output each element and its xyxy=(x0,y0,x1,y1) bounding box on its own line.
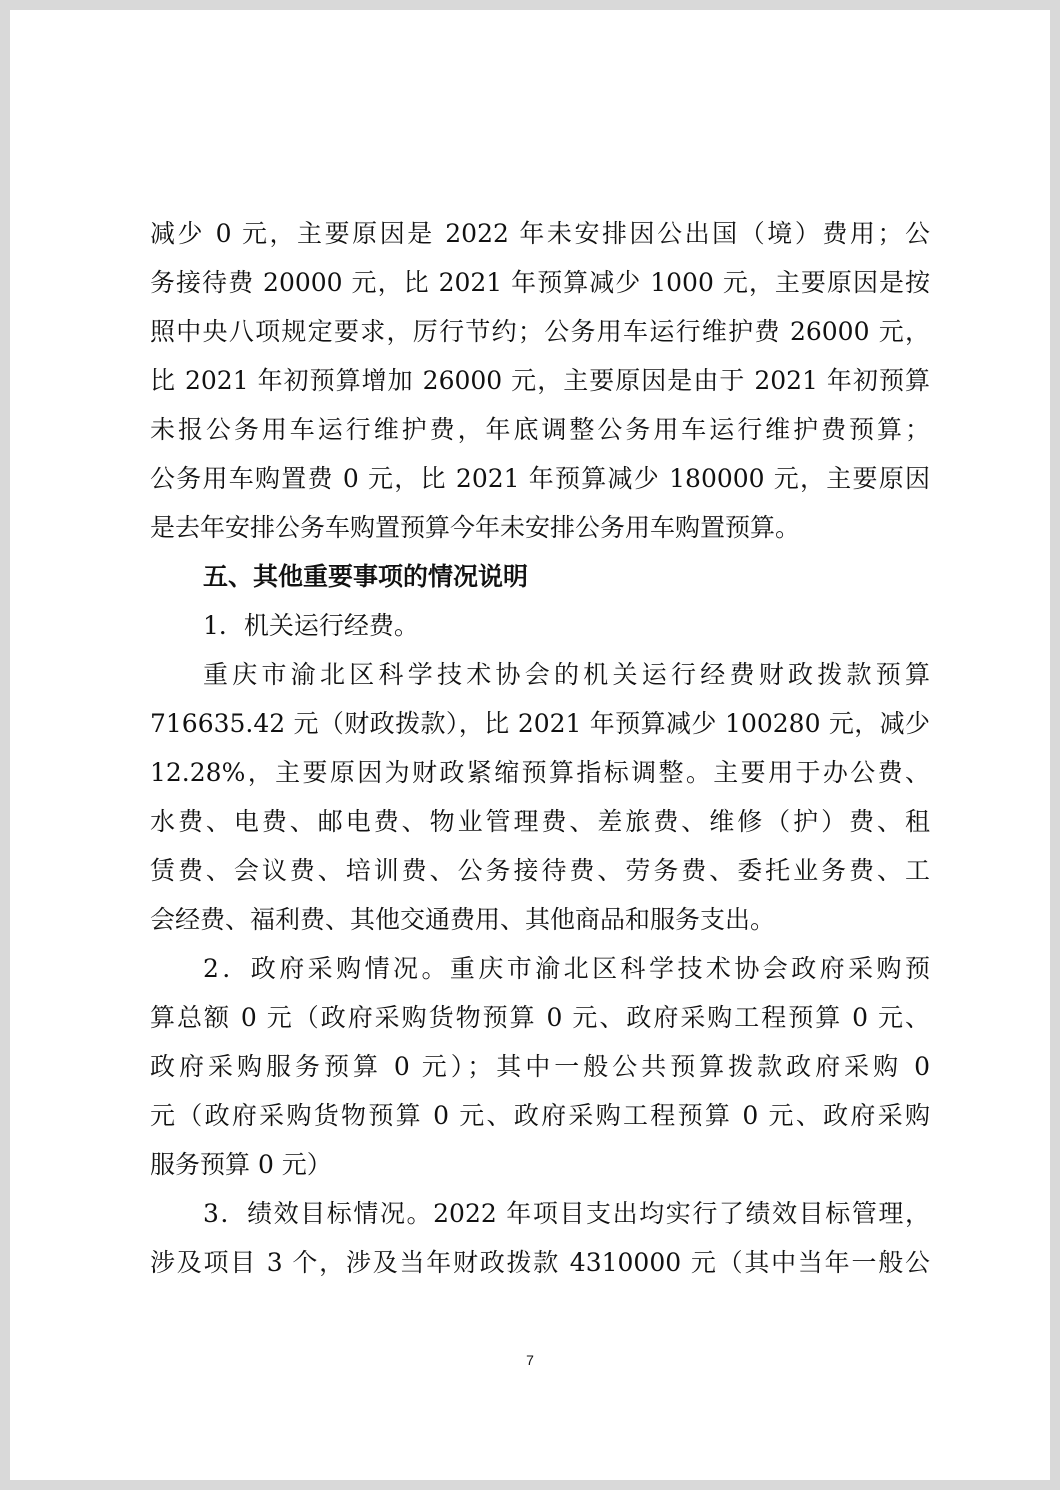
page-number: 7 xyxy=(526,1352,534,1368)
text-line: 12.28%，主要原因为财政紧缩预算指标调整。主要用于办公费、 xyxy=(150,758,930,787)
text-line: 716635.42 元（财政拨款），比 2021 年预算减少 100280 元，减少 xyxy=(150,709,930,738)
text-line: 重庆市渝北区科学技术协会的机关运行经费财政拨款预算 xyxy=(203,660,930,689)
text-line: 是去年安排公务车购置预算今年未安排公务用车购置预算。 xyxy=(150,513,801,542)
text-line: 会经费、福利费、其他交通费用、其他商品和服务支出。 xyxy=(150,905,776,934)
text-line: 减少 0 元，主要原因是 2022 年未安排因公出国（境）费用；公 xyxy=(150,219,930,248)
text-line: 元（政府采购货物预算 0 元、政府采购工程预算 0 元、政府采购 xyxy=(150,1101,930,1130)
text-line: 涉及项目 3 个，涉及当年财政拨款 4310000 元（其中当年一般公 xyxy=(150,1248,930,1277)
text-line: 未报公务用车运行维护费，年底调整公务用车运行维护费预算； xyxy=(150,415,930,444)
text-line: 政府采购服务预算 0 元）；其中一般公共预算拨款政府采购 0 xyxy=(150,1052,930,1081)
text-line: 赁费、会议费、培训费、公务接待费、劳务费、委托业务费、工 xyxy=(150,856,930,885)
text-line: 算总额 0 元（政府采购货物预算 0 元、政府采购工程预算 0 元、 xyxy=(150,1003,930,1032)
text-line: 服务预算 0 元） xyxy=(150,1150,332,1179)
text-line: 比 2021 年初预算增加 26000 元，主要原因是由于 2021 年初预算 xyxy=(150,366,930,395)
subsection-title: 1．机关运行经费。 xyxy=(203,611,419,640)
text-line: 务接待费 20000 元，比 2021 年预算减少 1000 元，主要原因是按 xyxy=(150,268,930,297)
text-line: 2．政府采购情况。重庆市渝北区科学技术协会政府采购预 xyxy=(203,954,930,983)
document-page xyxy=(10,10,1050,1480)
text-line: 照中央八项规定要求，厉行节约；公务用车运行维护费 26000 元， xyxy=(150,317,930,346)
text-line: 公务用车购置费 0 元，比 2021 年预算减少 180000 元，主要原因 xyxy=(150,464,930,493)
text-line: 3．绩效目标情况。2022 年项目支出均实行了绩效目标管理， xyxy=(203,1199,930,1228)
text-line: 水费、电费、邮电费、物业管理费、差旅费、维修（护）费、租 xyxy=(150,807,930,836)
section-heading: 五、其他重要事项的情况说明 xyxy=(203,562,529,591)
